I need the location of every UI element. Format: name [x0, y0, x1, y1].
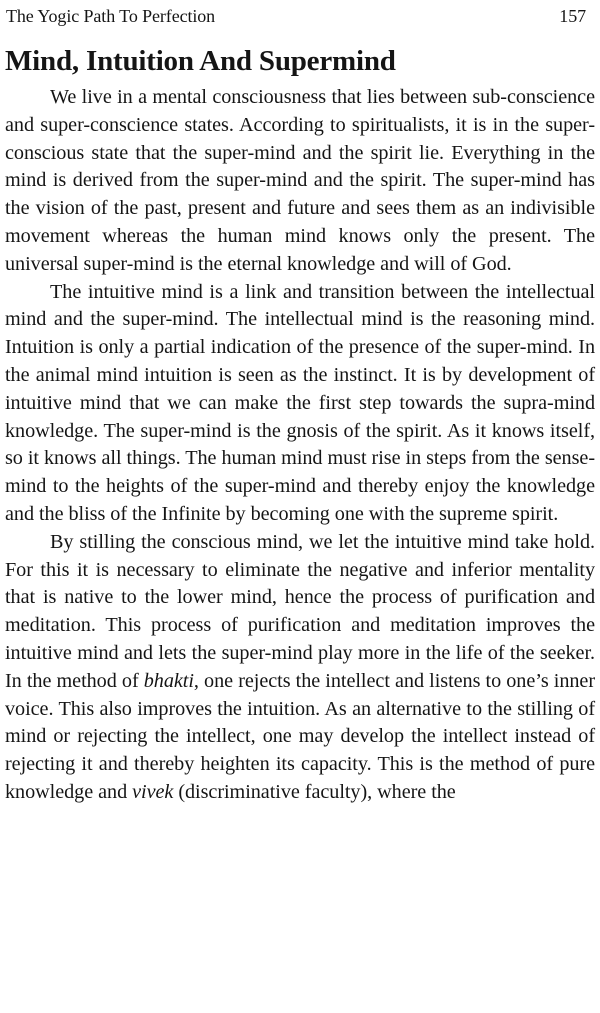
paragraph-two: The intuitive mind is a link and transition between the intellectual mind and the super-mind. The intellectual mind is the reasoning mind. Intuition is only a partial indication of the presence of the super-mind. In the animal mind intuition is seen as the instinct. It is by development of intuitive mind that we can make the first step towards the supra-mind knowledge. The super-mind is the gnosis of the spirit. As it knows itself, so it knows all things. The human mind must rise in steps from the sense-mind to the heights of the super-mind and thereby enjoy the knowledge and the bliss of the Infinite by becoming one with the supreme spirit. — [5, 280, 595, 525]
section-heading: Mind, Intuition And Supermind — [5, 45, 396, 77]
bhakti-term: bhakti — [143, 669, 194, 692]
paragraph-one: We live in a mental consciousness that lies between sub-conscience and super-conscience states. According to spiritualists, it is in the super-conscious state that the super-mind and the spirit lie. Everything in the mind is derived from the super-mind and the spirit. The super-mind has the vision of the past, present and future and sees them as an indivisible movement whereas the human mind knows only the present. The universal super-mind is the eternal knowledge and will of God. — [5, 86, 595, 275]
paragraph-three-opening-text: By stilling the conscious mind, we let the intuitive mind take hold. For this it is necessary to eliminate the negative and inferior mentality that is native to the lower mind, hence the process of purification and meditation. This process of purification and meditation improves the intuitive mind and lets the super-mind play more in the life of the seeker. In the method of — [5, 530, 595, 692]
paragraph-three-closing-text: (discriminative faculty), where the — [173, 780, 456, 803]
paragraph-three-middle-text: , one rejects the intellect and listens to one’s inner voice. This also improves the intuition. As an alternative to the stilling of mind or rejecting the intellect, one may develop the intellect instead of rejecting it and thereby heighten its capacity. This is the method of pure knowledge and — [5, 669, 595, 803]
body-text — [5, 84, 595, 807]
vivek-term: vivek — [132, 780, 174, 803]
running-title: The Yogic Path To Perfection — [6, 6, 216, 26]
page-number: 157 — [559, 6, 586, 26]
running-header — [6, 4, 586, 28]
paragraph-three — [5, 529, 595, 807]
